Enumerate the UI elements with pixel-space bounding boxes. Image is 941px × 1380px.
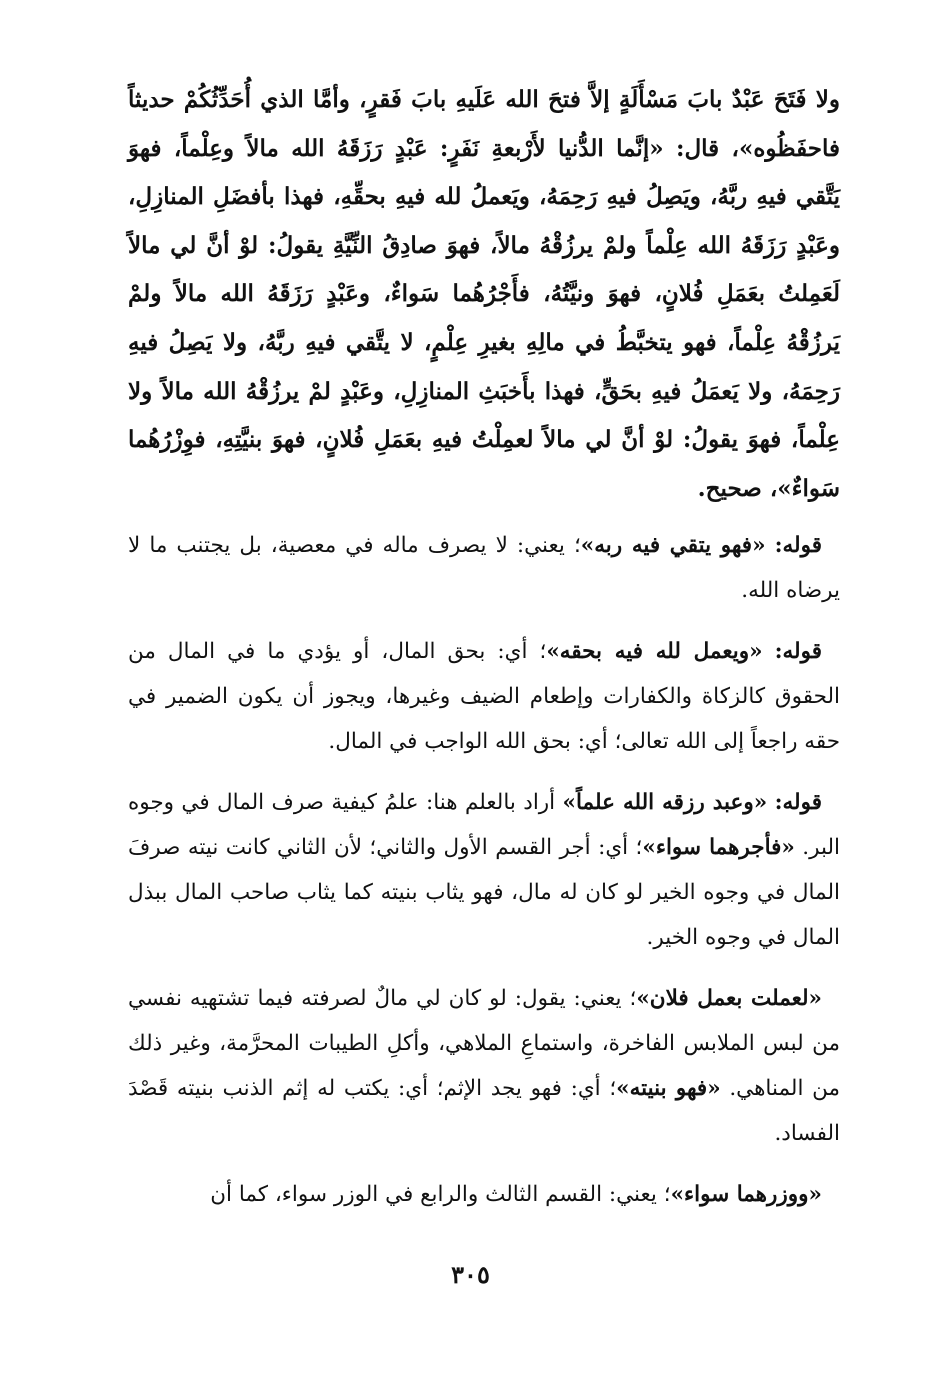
commentary-text: ؛ يعني: لا يصرف ماله في معصية، بل يجتنب ما لا يرضاه الله. (128, 533, 840, 604)
commentary-quote-2: «فأجرهما سواء» (642, 835, 795, 861)
commentary-lead: قوله: (774, 790, 822, 816)
commentary-text: ؛ يعني: يقول: لو كان لي مالٌ لصرفته فيما تشتهيه نفسي من لبس الملابس الفاخرة، واستماعِ الملاهي، وأكلِ الطيبات المحرَّمة، وغير ذلك من المناهي. (128, 986, 840, 1102)
hadith-text: ولا فَتَحَ عَبْدٌ بابَ مَسْأَلَةٍ إلاَّ فتحَ الله عَلَيهِ بابَ فَقرٍ، وأمَّا الذي أُحَدِّثُكُمْ حديثاً فاحفَظُوه»، قال: «إنَّما الدُّنيا لأَرْبعةِ نَفَرٍ: عَبْدٍ رَزَقَهُ الله مالاً وعِلْماً، فهوَ يَتَّقي فيهِ ربَّهُ، ويَصِلُ فيهِ رَحِمَهُ، ويَعملُ لله فيهِ بحقِّهِ، فهذا بأفضَلِ المنازِلِ، وعَبْدٍ رَزَقَهُ الله عِلْماً ولمْ يرزُقْهُ مالاً، فهوَ صادِقُ النِّيَّةِ يقولُ: لوْ أنَّ لي مالاً لَعَمِلتُ بعَمَلِ فُلانٍ، فهوَ ونيَّتُهُ، فأَجْرُهُما سَواءٌ، وعَبْدٍ رَزَقَهُ الله مالاً ولمْ يَرزُقْهُ عِلْماً، فهو يتخبَّطُ في مالِهِ بغيرِ عِلْمٍ، لا يتَّقي فيهِ ربَّهُ، ولا يَصِلُ فيهِ رَحِمَهُ، ولا يَعمَلُ فيهِ بحَقٍّ، فهذا بأَخبَثِ المنازِلِ، وعَبْدٍ لمْ يرزُقْهُ الله مالاً ولا عِلْماً، فهوَ يقولُ: لوْ أنَّ لي مالاً لعمِلْتُ فيهِ بعَمَلِ فُلانٍ، فهوَ بنيَّتِهِ، فوِزْرُهُما سَواءٌ»، صحيح. (128, 86, 841, 502)
commentary-text-2: ؛ أي: أجر القسم الأول والثاني؛ لأن الثاني كانت نيته صرفَ المال في وجوه الخير لو كان له مال، فهو يثاب بنيته كما يثاب صاحب المال ببذل المال في وجوه الخير. (128, 835, 840, 951)
commentary-quote: «لعملت بعمل فلان» (636, 986, 822, 1012)
commentary-quote: «ويعمل لله فيه بحقه» (546, 639, 763, 665)
commentary-text: أراد بالعلم هنا: علمُ كيفية صرف المال في وجوه البر. (128, 790, 841, 861)
commentary-quote: «ووزرهما سواء» (670, 1182, 822, 1208)
commentary-paragraph-5 (128, 1172, 840, 1217)
page-number: ٣٠٥ (451, 1260, 490, 1289)
commentary-quote: «فهو يتقي فيه ربه» (580, 533, 766, 559)
commentary-text: ؛ يعني: القسم الثالث والرابع في الوزر سواء، كما أن (210, 1182, 671, 1208)
commentary-paragraph-4 (128, 976, 840, 1156)
commentary-lead: قوله: (774, 639, 822, 665)
commentary-paragraph-1 (128, 523, 840, 613)
commentary-paragraph-2 (128, 629, 840, 764)
page-body (128, 76, 840, 1233)
commentary-lead: قوله: (774, 533, 822, 559)
commentary-quote: «وعبد رزقه الله علماً» (562, 790, 768, 816)
commentary-quote-2: «فهو بنيته» (616, 1076, 721, 1102)
commentary-paragraph-3 (128, 780, 840, 960)
commentary-text: ؛ أي: بحق المال، أو يؤدي ما في المال من الحقوق كالزكاة والكفارات وإطعام الضيف وغيرها، ويجوز أن يكون الضمير في حقه راجعاً إلى الله تعالى؛ أي: بحق الله الواجب في المال. (128, 639, 840, 755)
commentary-text-2: ؛ أي: فهو يجد الإثم؛ أي: يكتب له إثم الذنب بنيته قَصْدَ الفساد. (128, 1076, 840, 1147)
